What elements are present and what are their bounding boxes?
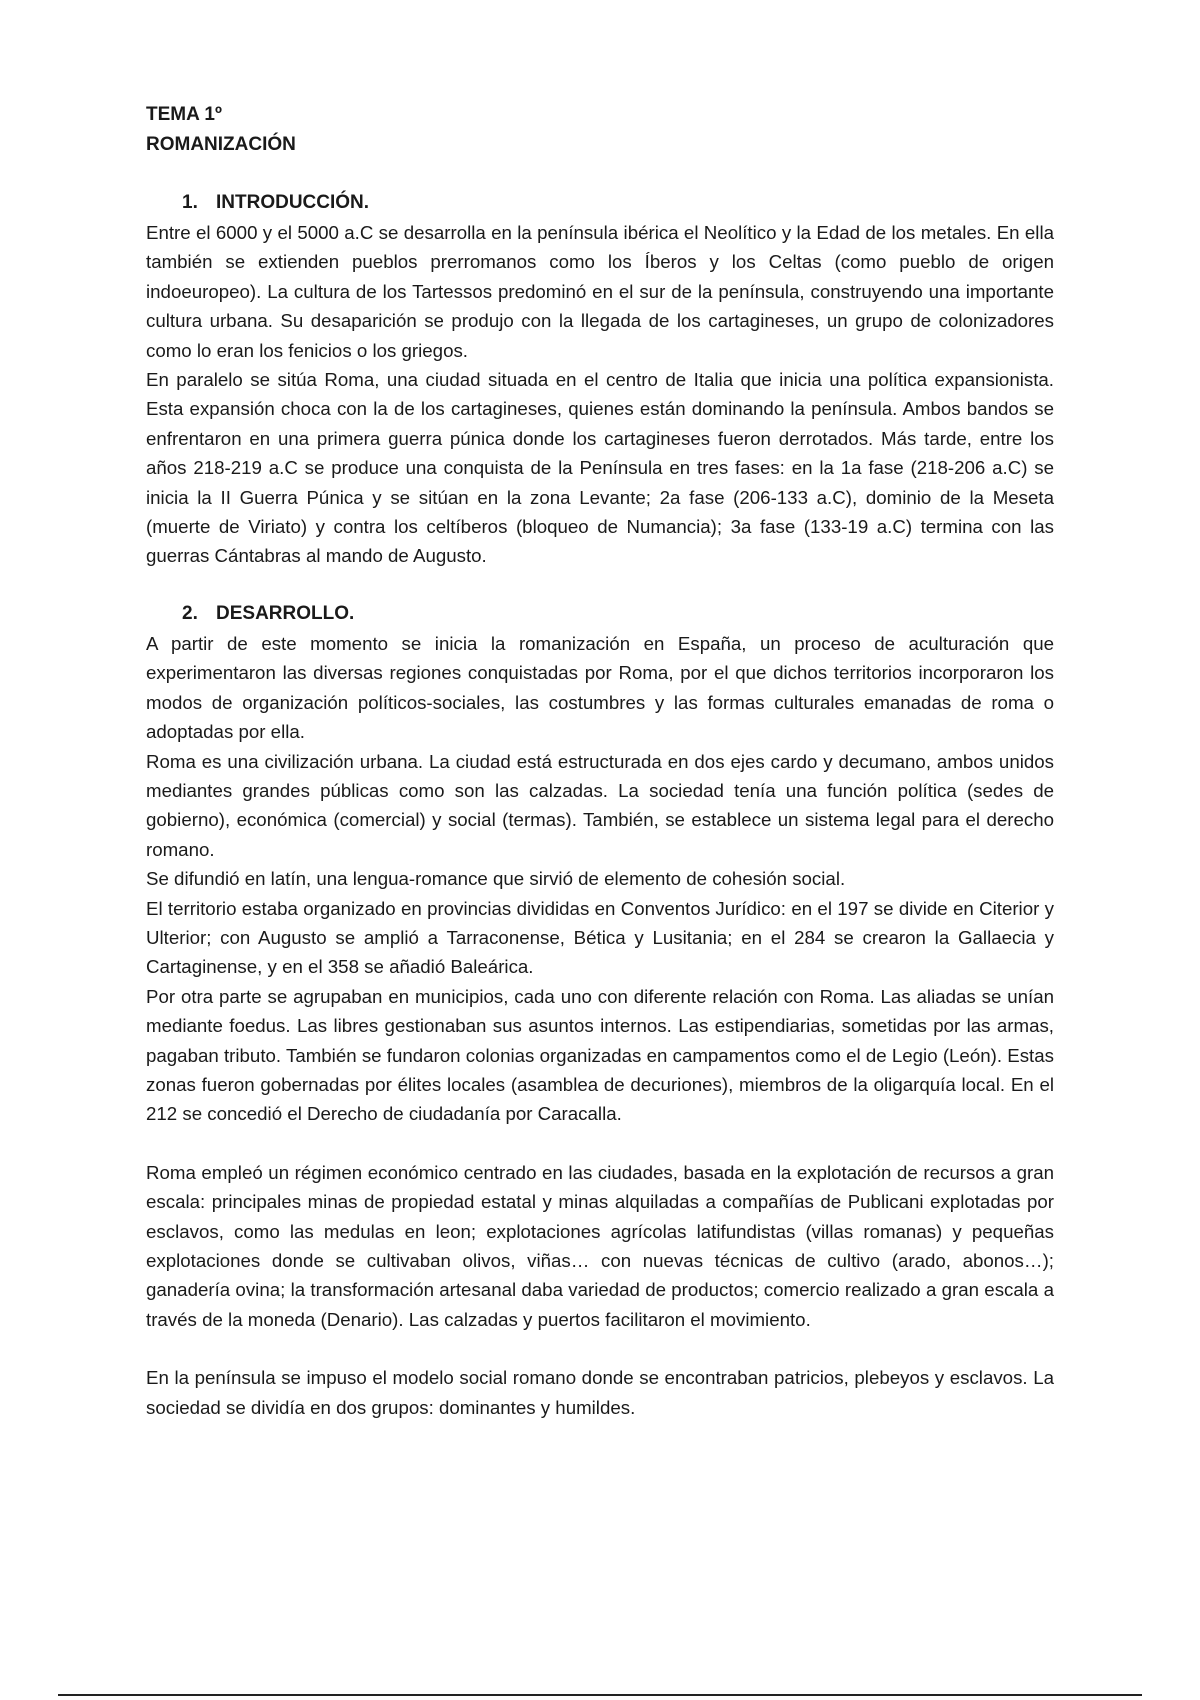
paragraph: El territorio estaba organizado en provincias divididas en Conventos Jurídico: en el 197 se divide en Citerior y Ulterior; con Augusto se amplió a Tarraconense, Bética y Lusitania; en el 284 se crearon la Gallaecia y Cartaginense, y en el 358 se añadió Baleárica.: [146, 897, 1054, 978]
section-introduccion: [146, 188, 1054, 571]
paragraph: En paralelo se sitúa Roma, una ciudad situada en el centro de Italia que inicia una política expansionista. Esta expansión choca con la de los cartagineses, quienes están dominando la península. Ambos bandos se enfrentaron en una primera guerra púnica donde los cartagineses fueron derrotados. Más tarde, entre los años 218-219 a.C se produce una conquista de la Península en tres fases: en la 1a fase (218-206 a.C) se inicia la II Guerra Púnica y se sitúan en la zona Levante; 2a fase (206-133 a.C), dominio de la Meseta (muerte de Viriato) y contra los celtíberos (bloqueo de Numancia); 3a fase (133-19 a.C) termina con las guerras Cántabras al mando de Augusto.: [146, 369, 1054, 567]
section-title: INTRODUCCIÓN.: [216, 192, 370, 213]
section-number: 1.: [182, 192, 198, 213]
section-title: DESARROLLO.: [216, 602, 355, 624]
section-heading: [146, 599, 1054, 629]
page-bottom-divider: [58, 1694, 1142, 1696]
section-desarrollo: [146, 599, 1054, 1422]
document-title-line-2: ROMANIZACIÓN: [146, 134, 296, 155]
paragraph: A partir de este momento se inicia la romanización en España, un proceso de aculturación que experimentaron las diversas regiones conquistadas por Roma, por el que dichos territorios incorporaron los modos de organización políticos-sociales, las costumbres y las formas culturales emanadas de roma o adoptadas por ella.: [146, 632, 1054, 743]
paragraph: En la península se impuso el modelo social romano donde se encontraban patricios, plebeyos y esclavos. La sociedad se dividía en dos grupos: dominantes y humildes.: [146, 1367, 1054, 1418]
paragraph: Por otra parte se agrupaban en municipios, cada uno con diferente relación con Roma. Las aliadas se unían mediante foedus. Las libres gestionaban sus asuntos internos. Las estipendiarias, sometidas por las armas, pagaban tributo. También se fundaron colonias organizadas en campamentos como el de Legio (León). Estas zonas fueron gobernadas por élites locales (asamblea de decuriones), miembros de la oligarquía local. En el 212 se concedió el Derecho de ciudadanía por Caracalla.: [146, 985, 1054, 1125]
paragraph: Roma empleó un régimen económico centrado en las ciudades, basada en la explotación de recursos a gran escala: principales minas de propiedad estatal y minas alquiladas a compañías de Publicani explotadas por esclavos, como las medulas en leon; explotaciones agrícolas latifundistas (villas romanas) y pequeñas explotaciones donde se cultivaban olivos, viñas… con nuevas técnicas de cultivo (arado, abonos…); ganadería ovina; la transformación artesanal daba variedad de productos; comercio realizado a gran escala a través de la moneda (Denario). Las calzadas y puertos facilitaron el movimiento.: [146, 1161, 1054, 1330]
section-number: 2.: [182, 602, 198, 624]
paragraph: Se difundió en latín, una lengua-romance que sirvió de elemento de cohesión social.: [146, 868, 846, 890]
section-heading: [146, 188, 1054, 218]
paragraph: Entre el 6000 y el 5000 a.C se desarrolla en la península ibérica el Neolítico y la Edad de los metales. En ella también se extienden pueblos prerromanos como los Íberos y los Celtas (como pueblo de origen indoeuropeo). La cultura de los Tartessos predominó en el sur de la península, construyendo una importante cultura urbana. Su desaparición se produjo con la llegada de los cartagineses, un grupo de colonizadores como lo eran los fenicios o los griegos.: [146, 222, 1054, 361]
document-page: [146, 100, 1054, 1422]
document-title-line-1: TEMA 1º: [146, 104, 222, 125]
paragraph: Roma es una civilización urbana. La ciudad está estructurada en dos ejes cardo y decumano, ambos unidos mediantes grandes públicas como son las calzadas. La sociedad tenía una función política (sedes de gobierno), económica (comercial) y social (termas). También, se establece un sistema legal para el derecho romano.: [146, 750, 1054, 860]
